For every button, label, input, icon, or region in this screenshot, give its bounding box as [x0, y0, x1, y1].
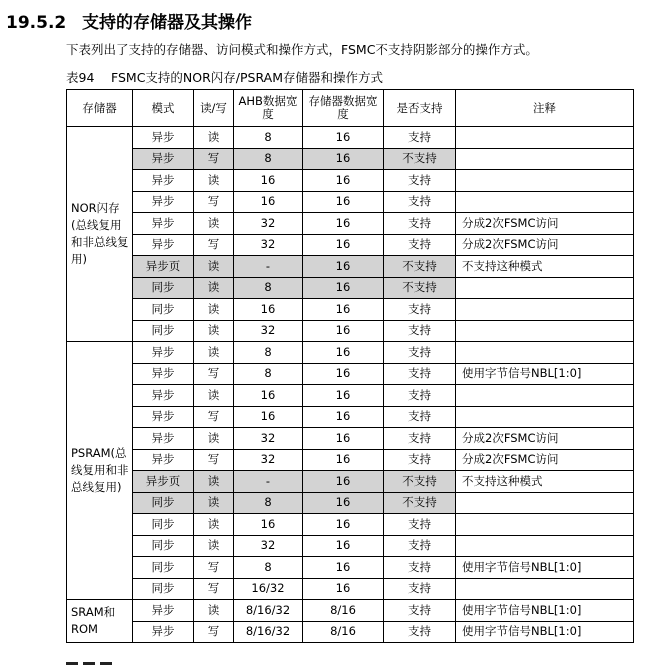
- cell-note: [456, 342, 634, 364]
- cell-memory-width: 16: [303, 277, 384, 299]
- table-row: [67, 449, 634, 471]
- cell-mode: 异步: [133, 148, 194, 170]
- cell-supported: 支持: [384, 170, 456, 192]
- cell-ahb-width: 16: [234, 385, 303, 407]
- memory-type-cell: SRAM和ROM: [67, 600, 133, 643]
- table-row: [67, 578, 634, 600]
- table-row: [67, 234, 634, 256]
- table-row: [67, 127, 634, 149]
- cell-mode: 同步: [133, 578, 194, 600]
- cell-ahb-width: 32: [234, 449, 303, 471]
- cell-mode: 异步: [133, 428, 194, 450]
- cell-memory-width: 8/16: [303, 621, 384, 643]
- cell-memory-width: 16: [303, 256, 384, 278]
- table-body: [67, 127, 634, 643]
- cell-read-write: 读: [194, 492, 234, 514]
- cell-memory-width: 16: [303, 191, 384, 213]
- column-header: 是否支持: [384, 90, 456, 127]
- cell-note: [456, 277, 634, 299]
- cell-mode: 异步: [133, 449, 194, 471]
- table-row: [67, 471, 634, 493]
- cell-ahb-width: 16: [234, 406, 303, 428]
- cell-read-write: 读: [194, 213, 234, 235]
- cell-note: 使用字节信号NBL[1:0]: [456, 621, 634, 643]
- cell-note: [456, 535, 634, 557]
- cell-read-write: 写: [194, 557, 234, 579]
- cell-memory-width: 16: [303, 234, 384, 256]
- cell-note: [456, 127, 634, 149]
- cell-mode: 同步: [133, 277, 194, 299]
- cell-memory-width: 16: [303, 535, 384, 557]
- cell-memory-width: 16: [303, 170, 384, 192]
- cell-note: [456, 299, 634, 321]
- cell-mode: 异步: [133, 127, 194, 149]
- cell-note: 分成2次FSMC访问: [456, 428, 634, 450]
- cell-ahb-width: 32: [234, 535, 303, 557]
- cell-memory-width: 16: [303, 148, 384, 170]
- cell-note: 使用字节信号NBL[1:0]: [456, 600, 634, 622]
- cell-note: 使用字节信号NBL[1:0]: [456, 363, 634, 385]
- cell-ahb-width: 16: [234, 514, 303, 536]
- cell-read-write: 读: [194, 256, 234, 278]
- table-row: [67, 428, 634, 450]
- cell-note: [456, 170, 634, 192]
- cell-memory-width: 16: [303, 363, 384, 385]
- column-header: 存储器: [67, 90, 133, 127]
- cell-mode: 异步: [133, 170, 194, 192]
- cell-read-write: 写: [194, 191, 234, 213]
- cell-memory-width: 16: [303, 492, 384, 514]
- table-row: [67, 492, 634, 514]
- cell-memory-width: 16: [303, 514, 384, 536]
- cell-note: 不支持这种模式: [456, 256, 634, 278]
- cell-mode: 同步: [133, 514, 194, 536]
- cell-supported: 支持: [384, 299, 456, 321]
- cell-read-write: 读: [194, 299, 234, 321]
- cell-read-write: 读: [194, 342, 234, 364]
- cell-read-write: 写: [194, 578, 234, 600]
- cell-ahb-width: 16: [234, 170, 303, 192]
- cell-ahb-width: 8/16/32: [234, 621, 303, 643]
- cell-supported: 支持: [384, 234, 456, 256]
- table-row: [67, 621, 634, 643]
- section-number: 19.5.2: [6, 13, 67, 33]
- cell-ahb-width: 16: [234, 191, 303, 213]
- table-row: [67, 148, 634, 170]
- cell-mode: 异步: [133, 385, 194, 407]
- cell-mode: 异步: [133, 621, 194, 643]
- table-header-row: [67, 90, 634, 127]
- cell-supported: 不支持: [384, 492, 456, 514]
- memory-support-table: [66, 89, 634, 643]
- cell-supported: 不支持: [384, 256, 456, 278]
- cell-note: 分成2次FSMC访问: [456, 213, 634, 235]
- table-row: [67, 535, 634, 557]
- cell-memory-width: 8/16: [303, 600, 384, 622]
- cell-memory-width: 16: [303, 428, 384, 450]
- cell-read-write: 读: [194, 170, 234, 192]
- cell-ahb-width: 8: [234, 557, 303, 579]
- cell-supported: 支持: [384, 385, 456, 407]
- memory-type-cell: PSRAM(总线复用和非总线复用): [67, 342, 133, 600]
- cell-supported: 支持: [384, 127, 456, 149]
- cell-memory-width: 16: [303, 385, 384, 407]
- cell-ahb-width: 8: [234, 363, 303, 385]
- cell-supported: 支持: [384, 363, 456, 385]
- cell-note: 使用字节信号NBL[1:0]: [456, 557, 634, 579]
- table-caption: [66, 68, 383, 86]
- cell-ahb-width: 8: [234, 342, 303, 364]
- cell-supported: 支持: [384, 578, 456, 600]
- cell-mode: 异步: [133, 363, 194, 385]
- cell-note: [456, 578, 634, 600]
- cell-ahb-width: 32: [234, 428, 303, 450]
- cell-note: [456, 406, 634, 428]
- cell-note: 分成2次FSMC访问: [456, 234, 634, 256]
- cell-mode: 异步: [133, 600, 194, 622]
- cell-memory-width: 16: [303, 299, 384, 321]
- cell-mode: 异步页: [133, 471, 194, 493]
- cell-memory-width: 16: [303, 471, 384, 493]
- page-continuation-mark: [66, 650, 136, 653]
- cell-ahb-width: 16: [234, 299, 303, 321]
- column-header: 存储器数据宽度: [303, 90, 384, 127]
- cell-supported: 不支持: [384, 148, 456, 170]
- cell-supported: 支持: [384, 535, 456, 557]
- cell-read-write: 写: [194, 234, 234, 256]
- cell-memory-width: 16: [303, 449, 384, 471]
- cell-note: [456, 514, 634, 536]
- cell-supported: 不支持: [384, 471, 456, 493]
- table-caption-label: 表94: [66, 70, 95, 85]
- cell-read-write: 读: [194, 320, 234, 342]
- cell-mode: 异步: [133, 406, 194, 428]
- cell-read-write: 写: [194, 148, 234, 170]
- cell-mode: 异步: [133, 342, 194, 364]
- cell-mode: 同步: [133, 299, 194, 321]
- table-row: [67, 213, 634, 235]
- cell-supported: 支持: [384, 320, 456, 342]
- cell-mode: 同步: [133, 557, 194, 579]
- cell-read-write: 读: [194, 428, 234, 450]
- cell-read-write: 读: [194, 514, 234, 536]
- cell-ahb-width: 32: [234, 213, 303, 235]
- cell-read-write: 写: [194, 449, 234, 471]
- cell-memory-width: 16: [303, 406, 384, 428]
- table-row: [67, 406, 634, 428]
- cell-mode: 同步: [133, 320, 194, 342]
- table-row: [67, 320, 634, 342]
- cell-ahb-width: 16/32: [234, 578, 303, 600]
- memory-type-cell: NOR闪存(总线复用和非总线复用): [67, 127, 133, 342]
- table-row: [67, 170, 634, 192]
- cell-supported: 支持: [384, 557, 456, 579]
- cell-supported: 支持: [384, 600, 456, 622]
- cell-ahb-width: 32: [234, 320, 303, 342]
- cell-read-write: 读: [194, 535, 234, 557]
- cell-ahb-width: 32: [234, 234, 303, 256]
- cell-supported: 支持: [384, 514, 456, 536]
- table-row: [67, 342, 634, 364]
- cell-memory-width: 16: [303, 342, 384, 364]
- cell-note: [456, 492, 634, 514]
- cell-note: [456, 191, 634, 213]
- table-row: [67, 514, 634, 536]
- table-caption-text: FSMC支持的NOR闪存/PSRAM存储器和操作方式: [111, 70, 383, 85]
- table-row: [67, 557, 634, 579]
- cell-read-write: 写: [194, 363, 234, 385]
- cell-supported: 支持: [384, 428, 456, 450]
- cell-read-write: 读: [194, 471, 234, 493]
- table-row: [67, 277, 634, 299]
- cell-mode: 异步: [133, 191, 194, 213]
- column-header: 读/写: [194, 90, 234, 127]
- table-row: [67, 363, 634, 385]
- cell-read-write: 写: [194, 621, 234, 643]
- cell-memory-width: 16: [303, 127, 384, 149]
- section-title: 支持的存储器及其操作: [82, 13, 252, 33]
- cell-supported: 支持: [384, 342, 456, 364]
- cell-mode: 异步: [133, 213, 194, 235]
- cell-read-write: 读: [194, 600, 234, 622]
- cell-note: [456, 320, 634, 342]
- cell-supported: 支持: [384, 621, 456, 643]
- cell-note: 不支持这种模式: [456, 471, 634, 493]
- cell-ahb-width: 8: [234, 277, 303, 299]
- cell-mode: 异步: [133, 234, 194, 256]
- cell-supported: 支持: [384, 191, 456, 213]
- column-header: AHB数据宽度: [234, 90, 303, 127]
- intro-paragraph: 下表列出了支持的存储器、访问模式和操作方式，FSMC不支持阴影部分的操作方式。: [66, 42, 538, 57]
- table-row: [67, 600, 634, 622]
- cell-ahb-width: 8: [234, 492, 303, 514]
- section-heading: [6, 8, 252, 33]
- cell-note: [456, 148, 634, 170]
- cell-mode: 同步: [133, 492, 194, 514]
- table-row: [67, 299, 634, 321]
- column-header: 注释: [456, 90, 634, 127]
- cell-memory-width: 16: [303, 320, 384, 342]
- table-row: [67, 191, 634, 213]
- cell-supported: 支持: [384, 213, 456, 235]
- cell-supported: 不支持: [384, 277, 456, 299]
- cell-read-write: 写: [194, 406, 234, 428]
- cell-ahb-width: 8: [234, 148, 303, 170]
- cell-supported: 支持: [384, 449, 456, 471]
- cell-ahb-width: 8/16/32: [234, 600, 303, 622]
- table-row: [67, 385, 634, 407]
- cell-read-write: 读: [194, 385, 234, 407]
- cell-read-write: 读: [194, 127, 234, 149]
- cell-ahb-width: -: [234, 256, 303, 278]
- cell-mode: 同步: [133, 535, 194, 557]
- cell-note: 分成2次FSMC访问: [456, 449, 634, 471]
- cell-memory-width: 16: [303, 213, 384, 235]
- cell-mode: 异步页: [133, 256, 194, 278]
- cell-ahb-width: -: [234, 471, 303, 493]
- table-row: [67, 256, 634, 278]
- column-header: 模式: [133, 90, 194, 127]
- cell-note: [456, 385, 634, 407]
- cell-memory-width: 16: [303, 578, 384, 600]
- cell-memory-width: 16: [303, 557, 384, 579]
- cell-read-write: 读: [194, 277, 234, 299]
- cell-ahb-width: 8: [234, 127, 303, 149]
- cell-supported: 支持: [384, 406, 456, 428]
